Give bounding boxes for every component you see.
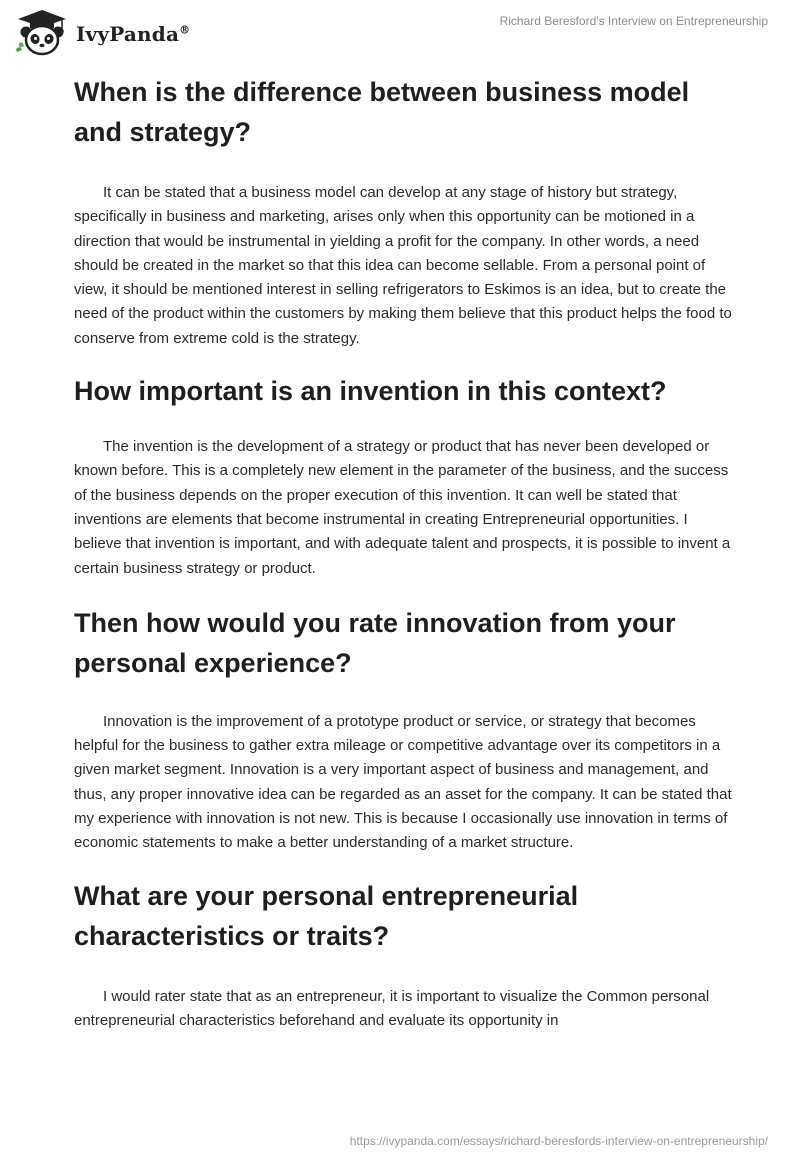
registered-mark: ® (179, 23, 191, 37)
section-heading: What are your personal entrepreneurial characteristics or traits? (74, 880, 579, 951)
page-header (0, 0, 800, 70)
source-url[interactable]: https://ivypanda.com/essays/richard-beresfords-interview-on-entrepreneurship/ (349, 1134, 768, 1148)
brand-name: IvyPanda® (76, 22, 191, 46)
section-heading: When is the difference between business model and strategy? (74, 77, 690, 147)
essay-content (74, 72, 734, 1033)
section-paragraph: I would rater state that as an entrepreneur, it is important to visualize the Common personal entrepreneurial characteristics beforehand and evaluate its opportunity in (74, 987, 710, 1029)
ivypanda-logo[interactable] (14, 8, 190, 56)
section-paragraph: It can be stated that a business model can develop at any stage of history but strategy, specifically in business and marketing, arises only when this opportunity can be motioned in a direction that would be instrumental in yielding a profit for the company. In other words, a need should be created in the market so that this idea can become sellable. From a personal point of view, it should be mentioned interest in selling refrigerators to Eskimos is an idea, but to create the need of the product within the customers by making them believe that this product helps the food to conserve from extreme cold is the strategy. (74, 184, 732, 347)
section-paragraph: The invention is the development of a strategy or product that has never been developed or known before. This is a completely new element in the parameter of the business, and the success of the business depends on the proper execution of this invention. It can well be stated that inventions are elements that become instrumental in creating Entrepreneurial opportunities. I believe that invention is important, and with adequate talent and prospects, it is possible to invent a certain business strategy or product. (74, 438, 731, 577)
section-heading: Then how would you rate innovation from your personal experience? (74, 607, 676, 678)
section-paragraph: Innovation is the improvement of a prototype product or service, or strategy that becomes helpful for the business to gather extra mileage or competitive advantage over its competitors in a given market segment. Innovation is a very important aspect of business and management, and thus, any proper innovative idea can be regarded as an asset for the company. It can be stated that my experience with innovation is not new. This is because I occasionally use innovation in terms of economic statements to make a better understanding of a market structure. (74, 712, 732, 852)
section-heading: How important is an invention in this context? (74, 376, 667, 407)
document-title: Richard Beresford's Interview on Entrepreneurship (499, 14, 768, 28)
panda-graduation-cap-icon (14, 8, 70, 56)
